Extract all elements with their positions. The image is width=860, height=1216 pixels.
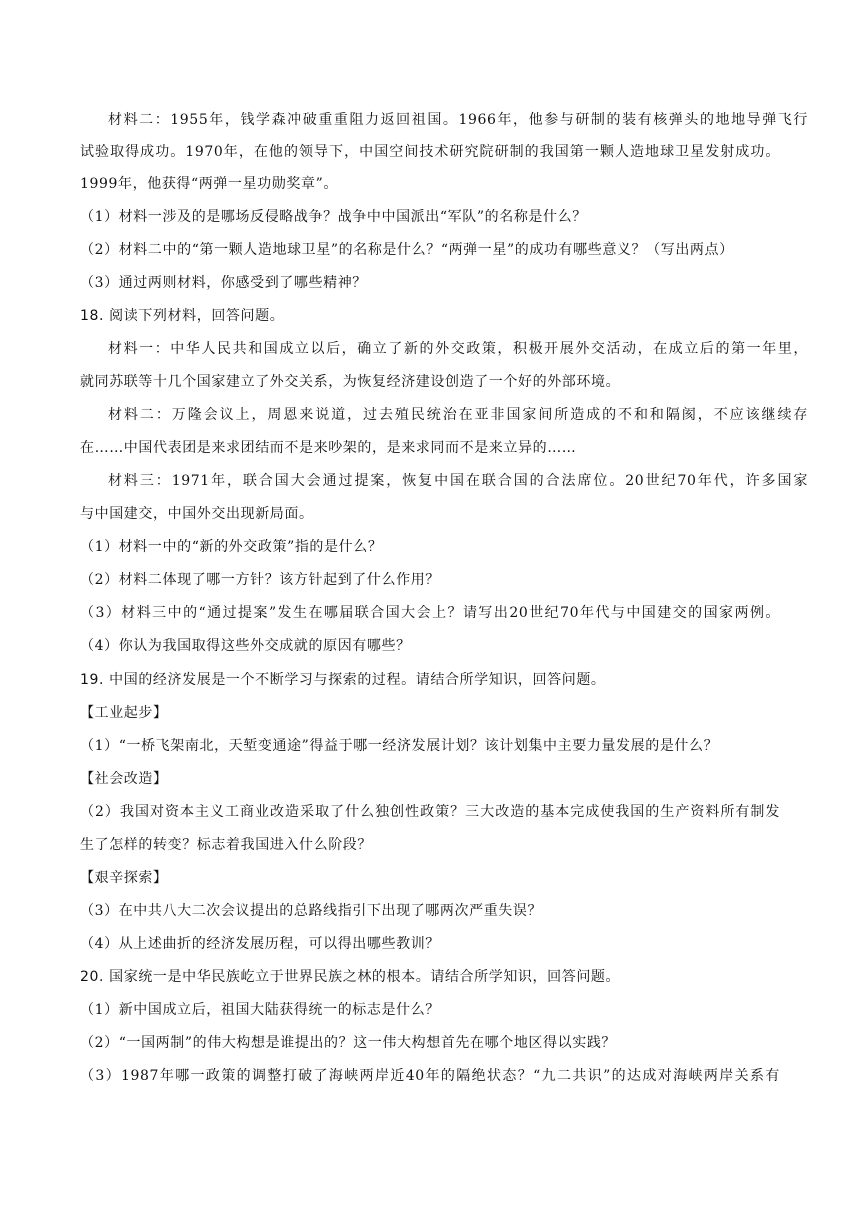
material-2-line-3: 1999年，他获得“两弹一星功勋奖章”。 bbox=[80, 176, 338, 192]
q19-sub2-line-2: 生了怎样的转变？标志着我国进入什么阶段？ bbox=[80, 837, 372, 853]
q17-sub3: （3）通过两则材料，你感受到了哪些精神？ bbox=[80, 275, 367, 291]
q18-material-3-line-2: 与中国建交，中国外交出现新局面。 bbox=[80, 506, 314, 522]
material-2-line-2: 试验取得成功。1970年，在他的领导下，中国空间技术研究院研制的我国第一颗人造地球卫星发射成功。 bbox=[80, 144, 780, 160]
q20-sub1: （1）新中国成立后，祖国大陆获得统一的标志是什么？ bbox=[80, 1002, 440, 1018]
q18-material-2-line-1: 材料二：万隆会议上，周恩来说道，过去殖民统治在亚非国家间所造成的不和和隔阂，不应该继续存 bbox=[108, 407, 808, 423]
q19-sub3: （3）在中共八大二次会议提出的总路线指引下出现了哪两次严重失误？ bbox=[80, 903, 543, 919]
q18-material-3-line-1: 材料三：1971年，联合国大会通过提案，恢复中国在联合国的合法席位。20世纪70年代，许多国家 bbox=[108, 473, 808, 489]
q17-sub1: （1）材料一涉及的是哪场反侵略战争？战争中中国派出“军队”的名称是什么？ bbox=[80, 209, 587, 225]
q19-section-social: 【社会改造】 bbox=[80, 771, 168, 787]
q18-material-1-line-1: 材料一：中华人民共和国成立以后，确立了新的外交政策，积极开展外交活动，在成立后的第一年里， bbox=[108, 341, 808, 357]
q19-heading: 19. 中国的经济发展是一个不断学习与探索的过程。请结合所学知识，回答问题。 bbox=[80, 672, 606, 688]
q18-material-2-line-2: 在……中国代表团是来求团结而不是来吵架的，是来求同而不是来立异的…… bbox=[80, 440, 577, 456]
material-2-line-1: 材料二：1955年，钱学森冲破重重阻力返回祖国。1966年，他参与研制的装有核弹头的地地导弹飞行 bbox=[108, 112, 808, 128]
q18-heading: 18. 阅读下列材料，回答问题。 bbox=[80, 308, 285, 324]
q19-section-industry: 【工业起步】 bbox=[80, 705, 168, 721]
q20-heading: 20. 国家统一是中华民族屹立于世界民族之林的根本。请结合所学知识，回答问题。 bbox=[80, 969, 621, 985]
q20-sub3: （3）1987年哪一政策的调整打破了海峡两岸近40年的隔绝状态？“九二共识”的达成对海峡两岸关系有 bbox=[80, 1068, 780, 1084]
q20-sub2: （2）“一国两制”的伟大构想是谁提出的？这一伟大构想首先在哪个地区得以实践？ bbox=[80, 1035, 617, 1051]
q18-sub2: （2）材料二体现了哪一方针？该方针起到了什么作用？ bbox=[80, 572, 440, 588]
q18-sub1: （1）材料一中的“新的外交政策”指的是什么？ bbox=[80, 539, 383, 555]
q18-material-1-line-2: 就同苏联等十几个国家建立了外交关系，为恢复经济建设创造了一个好的外部环境。 bbox=[80, 374, 621, 390]
q18-sub3: （3）材料三中的“通过提案”发生在哪届联合国大会上？请写出20世纪70年代与中国建交的国家两例。 bbox=[80, 605, 780, 621]
q19-sub2-line-1: （2）我国对资本主义工商业改造采取了什么独创性政策？三大改造的基本完成使我国的生产资料所有制发 bbox=[80, 804, 780, 820]
q18-sub4: （4）你认为我国取得这些外交成就的原因有哪些？ bbox=[80, 638, 411, 654]
q19-section-explore: 【艰辛探索】 bbox=[80, 870, 168, 886]
q19-sub1: （1）“一桥飞架南北，天堑变通途”得益于哪一经济发展计划？该计划集中主要力量发展的是什么？ bbox=[80, 738, 719, 754]
q19-sub4: （4）从上述曲折的经济发展历程，可以得出哪些教训？ bbox=[80, 936, 440, 952]
q17-sub2: （2）材料二中的“第一颗人造地球卫星”的名称是什么？“两弹一星”的成功有哪些意义？（写出两点） bbox=[80, 242, 734, 258]
